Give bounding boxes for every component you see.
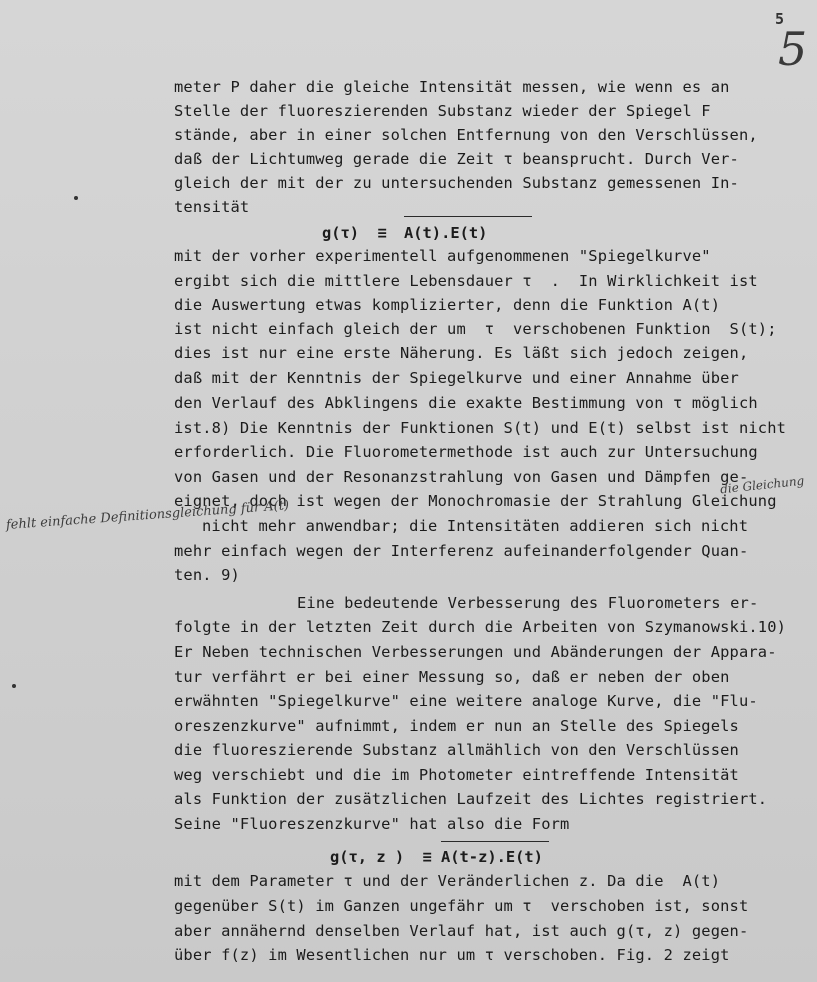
text-line: nicht mehr anwendbar; die Intensitäten addieren sich nicht: [202, 517, 749, 535]
text-line: tur verfährt er bei einer Messung so, daß er neben der oben: [174, 668, 730, 686]
text-line: eignet, doch ist wegen der Monochromasie der Strahlung Gleichung: [174, 492, 777, 510]
text-line: mehr einfach wegen der Interferenz aufeinanderfolgender Quan-: [174, 542, 749, 560]
handwritten-margin-note: fehlt einfache Definitionsgleichung für A(t): [5, 498, 290, 533]
text-line: erwähnten "Spiegelkurve" eine weitere analoge Kurve, die "Flu-: [174, 692, 758, 710]
text-line: aber annähernd denselben Verlauf hat, ist auch g(τ, z) gegen-: [174, 922, 749, 940]
text-line: gleich der mit der zu untersuchenden Substanz gemessenen In-: [174, 174, 739, 192]
text-line: oreszenzkurve" aufnimmt, indem er nun an Stelle des Spiegels: [174, 717, 739, 735]
text-line: den Verlauf des Abklingens die exakte Bestimmung von τ möglich: [174, 394, 758, 412]
text-line: ten. 9): [174, 566, 240, 584]
text-line: ist.8) Die Kenntnis der Funktionen S(t) und E(t) selbst ist nicht: [174, 419, 787, 437]
text-line: dies ist nur eine erste Näherung. Es läßt sich jedoch zeigen,: [174, 344, 749, 362]
page-number: 5: [775, 10, 785, 28]
text-line: tensität: [174, 198, 250, 216]
handwritten-page-number: 5: [778, 22, 808, 76]
text-line: weg verschiebt und die im Photometer eintreffende Intensität: [174, 766, 739, 784]
text-line: meter P daher die gleiche Intensität messen, wie wenn es an: [174, 78, 730, 96]
formula-lhs: g(τ) ≡: [322, 224, 387, 242]
text-line: daß mit der Kenntnis der Spiegelkurve und einer Annahme über: [174, 369, 739, 387]
text-line: die Auswertung etwas komplizierter, denn die Funktion A(t): [174, 296, 721, 314]
text-line: mit der vorher experimentell aufgenommenen "Spiegelkurve": [174, 247, 711, 265]
text-line: stände, aber in einer solchen Entfernung von den Verschlüssen,: [174, 126, 758, 144]
text-line: erforderlich. Die Fluorometermethode ist auch zur Untersuchung: [174, 443, 758, 461]
handwritten-insert: die Gleichung: [719, 473, 805, 497]
formula-overline: [441, 841, 549, 842]
formula-rhs: A(t).E(t): [404, 224, 488, 242]
scan-speck: [74, 196, 78, 200]
formula-rhs: A(t-z).E(t): [441, 848, 543, 866]
text-line: die fluoreszierende Substanz allmählich von den Verschlüssen: [174, 741, 739, 759]
text-line: ist nicht einfach gleich der um τ verschobenen Funktion S(t);: [174, 320, 777, 338]
text-line: Seine "Fluoreszenzkurve" hat also die Form: [174, 815, 570, 833]
text-line: mit dem Parameter τ und der Veränderlichen z. Da die A(t): [174, 872, 721, 890]
text-line: Stelle der fluoreszierenden Substanz wieder der Spiegel F: [174, 102, 711, 120]
scan-speck: [12, 684, 16, 688]
formula-overline: [404, 216, 532, 217]
text-line: Er Neben technischen Verbesserungen und Abänderungen der Appara-: [174, 643, 777, 661]
text-line: ergibt sich die mittlere Lebensdauer τ . In Wirklichkeit ist: [174, 272, 758, 290]
text-line: Eine bedeutende Verbesserung des Fluorometers er-: [297, 594, 759, 612]
text-line: über f(z) im Wesentlichen nur um τ verschoben. Fig. 2 zeigt: [174, 946, 730, 964]
text-line: daß der Lichtumweg gerade die Zeit τ beansprucht. Durch Ver-: [174, 150, 739, 168]
text-line: von Gasen und der Resonanzstrahlung von Gasen und Dämpfen ge-: [174, 468, 749, 486]
text-line: folgte in der letzten Zeit durch die Arbeiten von Szymanowski.10): [174, 618, 787, 636]
text-line: als Funktion der zusätzlichen Laufzeit des Lichtes registriert.: [174, 790, 768, 808]
text-line: gegenüber S(t) im Ganzen ungefähr um τ verschoben ist, sonst: [174, 897, 749, 915]
formula-lhs: g(τ, z ) ≡: [330, 848, 432, 866]
